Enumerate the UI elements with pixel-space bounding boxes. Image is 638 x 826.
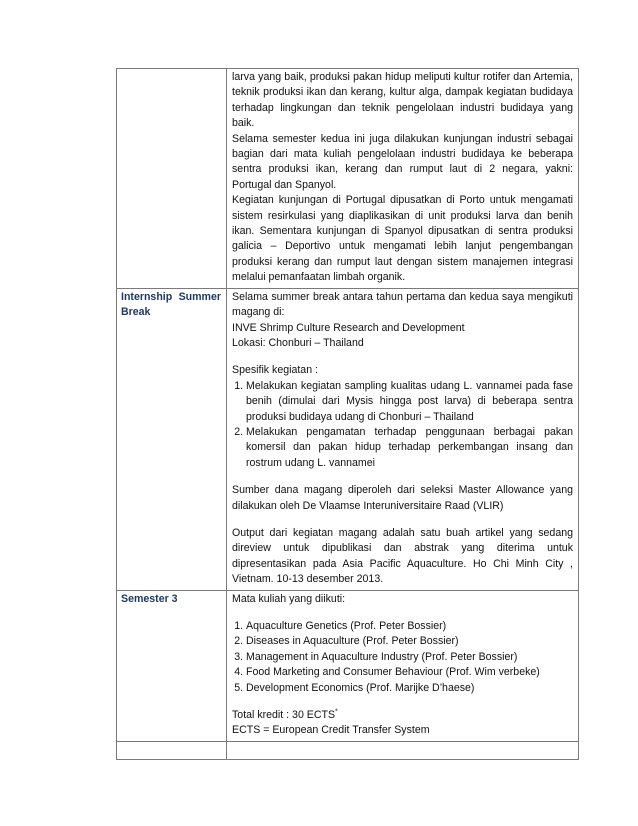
activities-title: Spesifik kegiatan : [232, 364, 318, 377]
content-cell [227, 288, 579, 590]
list-item: 1. Melakukan kegiatan sampling kualitas udang L. vannamei pada fase benih (dimulai dari Mysis hingga post larva) di beberapa sentra produksi budidaya udang di Chonburi – Thailand [246, 379, 573, 425]
paragraph: Selama semester kedua ini juga dilakukan kunjungan industri sebagai bagian dari mata kuliah pengelolaan industri budidaya ke beberapa sentra produksi ikan, kerang dan rumput laut di 2 negara, yakni: Portugal dan Spanyol. [232, 132, 573, 191]
row-label-internship: Internship Summer Break [121, 290, 221, 319]
label-cell-empty [117, 69, 227, 289]
list-item: 2. Diseases in Aquaculture (Prof. Peter Bossier) [246, 634, 573, 649]
courses-intro: Mata kuliah yang diikuti: [232, 592, 346, 605]
courses-list [232, 619, 573, 696]
content-cell-empty [227, 741, 579, 759]
label-cell-empty [117, 741, 227, 759]
table-row [117, 741, 579, 759]
label-cell [117, 590, 227, 741]
internship-place: INVE Shrimp Culture Research and Development [232, 321, 465, 334]
row-label-semester3: Semester 3 [121, 592, 178, 605]
ects-note: ECTS = European Credit Transfer System [232, 724, 430, 737]
content-cell [227, 590, 579, 741]
paragraph: Output dari kegiatan magang adalah satu buah artikel yang sedang direview untuk dipublikasi dan abstrak yang diterima untuk dipresentasikan pada Asia Pacific Aquaculture. Ho Chi Minh City , Vietnam. 10-13 desember 2013. [232, 526, 573, 586]
table-row [117, 69, 579, 289]
table-row [117, 288, 579, 590]
curriculum-table [116, 68, 579, 760]
label-cell [117, 288, 227, 590]
paragraph: Selama summer break antara tahun pertama dan kedua saya mengikuti magang di: [232, 290, 573, 319]
list-item: 4. Food Marketing and Consumer Behaviour (Prof. Wim verbeke) [246, 665, 573, 680]
total-credit: Total kredit : 30 ECTS* [232, 708, 338, 722]
list-item: 5. Development Economics (Prof. Marijke D’haese) [246, 681, 573, 696]
list-item: 3. Management in Aquaculture Industry (Prof. Peter Bossier) [246, 650, 573, 665]
table-row [117, 590, 579, 741]
paragraph: larva yang baik, produksi pakan hidup meliputi kultur rotifer dan Artemia, teknik produksi ikan dan kerang, kultur alga, dampak kegiatan budidaya terhadap lingkungan dan teknik pengelolaan industri budidaya yang baik. [232, 71, 573, 130]
paragraph: Kegiatan kunjungan di Portugal dipusatkan di Porto untuk mengamati sistem resirkulasi yang diaplikasikan di unit produksi larva dan benih ikan. Sementara kunjungan di Spanyol dipusatkan di sentra produksi galicia – Deportivo untuk mengamati lebih lanjut pengembangan produksi kerang dan rumput laut dengan sistem manajemen integrasi melalui pemanfaatan limbah organik. [232, 194, 573, 284]
activities-list [232, 379, 573, 471]
list-item: 2. Melakukan pengamatan terhadap penggunaan berbagai pakan komersil dan pakan hidup terhadap perkembangan insang dan rostrum udang L. vannamei [246, 425, 573, 471]
paragraph: Sumber dana magang diperoleh dari seleksi Master Allowance yang dilakukan oleh De Vlaamse Interuniversitaire Raad (VLIR) [232, 484, 573, 512]
list-item: 1. Aquaculture Genetics (Prof. Peter Bossier) [246, 619, 573, 634]
internship-location: Lokasi: Chonburi – Thailand [232, 336, 364, 349]
content-cell [227, 69, 579, 289]
